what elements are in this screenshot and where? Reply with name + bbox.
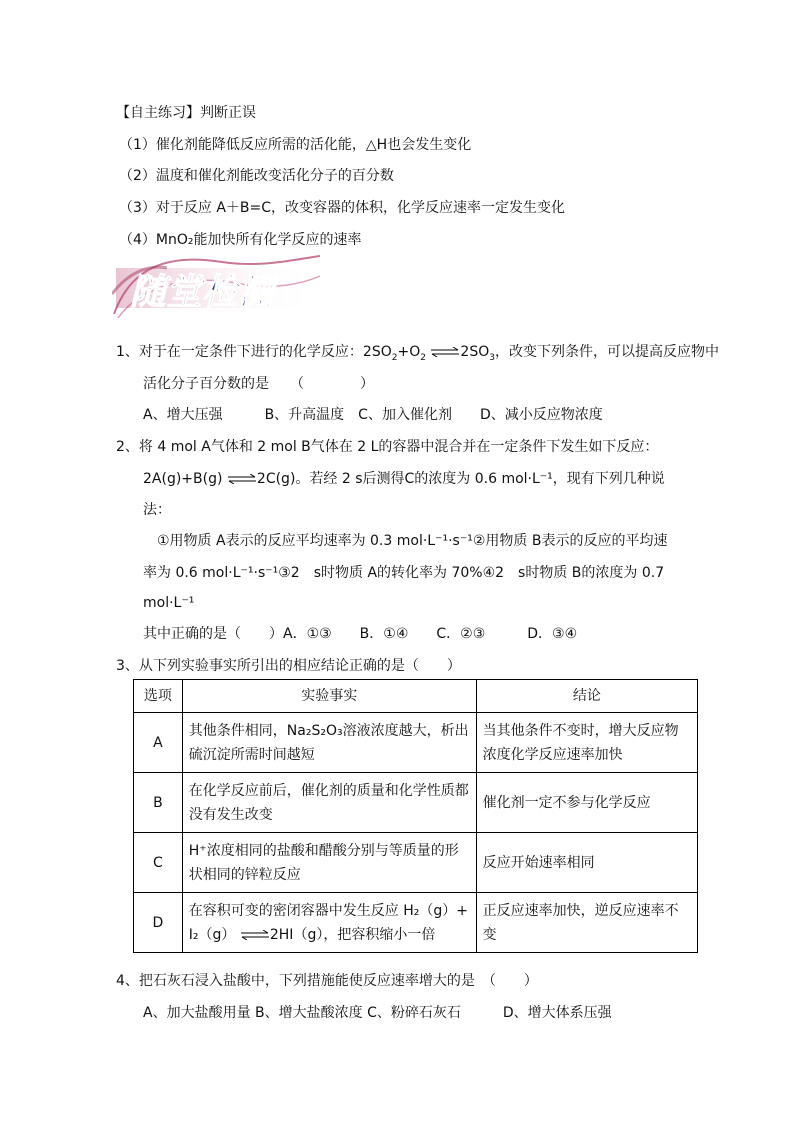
q2-line1: 2、将 4 mol A气体和 2 mol B气体在 2 L的容器中混合并在一定条件下发生如下反应： <box>116 439 659 455</box>
table-row <box>134 833 698 893</box>
q1-line1: 1、对于在一定条件下进行的化学反应：$2SO_2+O_2$ $2SO_3$，改变下列条件，可以提高反应物中 <box>116 344 719 363</box>
row-option: C <box>134 833 183 893</box>
practice-item-2: （2）温度和催化剂能改变活化分子的百分数 <box>119 168 394 184</box>
table-row <box>134 713 698 773</box>
q2-line7: 其中正确的是（ ）A．①③ B．①④ C．②③ D．③④ <box>143 626 578 642</box>
row-option: A <box>134 713 183 773</box>
q2-line5: 率为 0.6 mol·L⁻¹·s⁻¹③2 s时物质 A的转化率为 70%④2 s时物质 B的浓度为 0.7 <box>143 565 665 581</box>
practice-item-3: （3）对于反应 A＋B=C，改变容器的体积，化学反应速率一定发生变化 <box>119 200 566 216</box>
q2-line4: ①用物质 A表示的反应平均速率为 0.3 mol·L⁻¹·s⁻¹②用物质 B表示的反应的平均速 <box>157 533 668 549</box>
banner-title: 随堂检测 <box>130 271 275 313</box>
row-option: D <box>134 893 183 953</box>
row-conclusion: 正反应速率加快，逆反应速率不变 <box>476 893 697 953</box>
q1-text-d: ，改变下列条件，可以提高反应物中 <box>494 344 719 360</box>
q4-stem: 4、把石灰石浸入盐酸中，下列措施能使反应速率增大的是 （ ） <box>116 973 538 989</box>
q3-stem: 3、从下列实验事实所引出的相应结论正确的是（ ） <box>116 658 461 674</box>
row-conclusion: 反应开始速率相同 <box>476 833 697 893</box>
q1-line2: 活化分子百分数的是 （ ） <box>143 376 374 392</box>
q2-line6: mol·L⁻¹ <box>143 595 195 611</box>
practice-item-1: （1）催化剂能降低反应所需的活化能，△H也会发生变化 <box>119 137 472 153</box>
row-fact: H⁺浓度相同的盐酸和醋酸分别与等质量的形状相同的锌粒反应 <box>182 833 476 893</box>
q4-options: A、加大盐酸用量 B、增大盐酸浓度 C、粉碎石灰石 D、增大体系压强 <box>143 1005 612 1021</box>
practice-heading: 【自主练习】判断正误 <box>116 105 256 121</box>
q1-text-a: 1、对于在一定条件下进行的化学反应：2SO <box>116 344 392 360</box>
row-fact: 在化学反应前后，催化剂的质量和化学性质都没有发生改变 <box>182 773 476 833</box>
q1-text-b: +O <box>397 344 421 360</box>
q2-eq-left: 2A(g)+B(g) <box>143 471 223 487</box>
row-fact-part2: I₂（g） <box>188 926 236 943</box>
q2-eq-right: 2C(g)。若经 2 s后测得C的浓度为 0.6 mol·L⁻¹，现有下列几种说 <box>256 471 665 487</box>
equilibrium-arrow-icon <box>227 474 257 484</box>
table-row <box>134 773 698 833</box>
row-fact-part3: 2HI（g），把容积缩小一倍 <box>269 926 436 943</box>
table-header-row <box>134 680 698 713</box>
row-fact: 其他条件相同，Na₂S₂O₃溶液浓度越大，析出硫沉淀所需时间越短 <box>182 713 476 773</box>
equilibrium-arrow-icon <box>430 347 460 357</box>
q2-line2 <box>143 469 665 489</box>
row-conclusion: 催化剂一定不参与化学反应 <box>476 773 697 833</box>
row-fact <box>182 893 476 953</box>
practice-item-4: （4）MnO₂能加快所有化学反应的速率 <box>119 232 362 248</box>
table-row <box>134 893 698 953</box>
header-option: 选项 <box>134 680 183 713</box>
q3-table <box>133 679 698 953</box>
q1-options: A、增大压强 B、升高温度 C、加入催化剂 D、减小反应物浓度 <box>143 407 603 423</box>
row-conclusion: 当其他条件不变时，增大反应物浓度化学反应速率加快 <box>476 713 697 773</box>
equilibrium-arrow-icon <box>240 930 270 940</box>
q2-line3: 法： <box>143 502 171 518</box>
row-option: B <box>134 773 183 833</box>
header-fact: 实验事实 <box>182 680 476 713</box>
section-banner <box>112 254 322 320</box>
header-conclusion: 结论 <box>476 680 697 713</box>
row-fact-part1: 在容积可变的密闭容器中发生反应 H₂（g）+ <box>188 902 468 919</box>
q1-text-c: 2SO <box>460 344 490 360</box>
